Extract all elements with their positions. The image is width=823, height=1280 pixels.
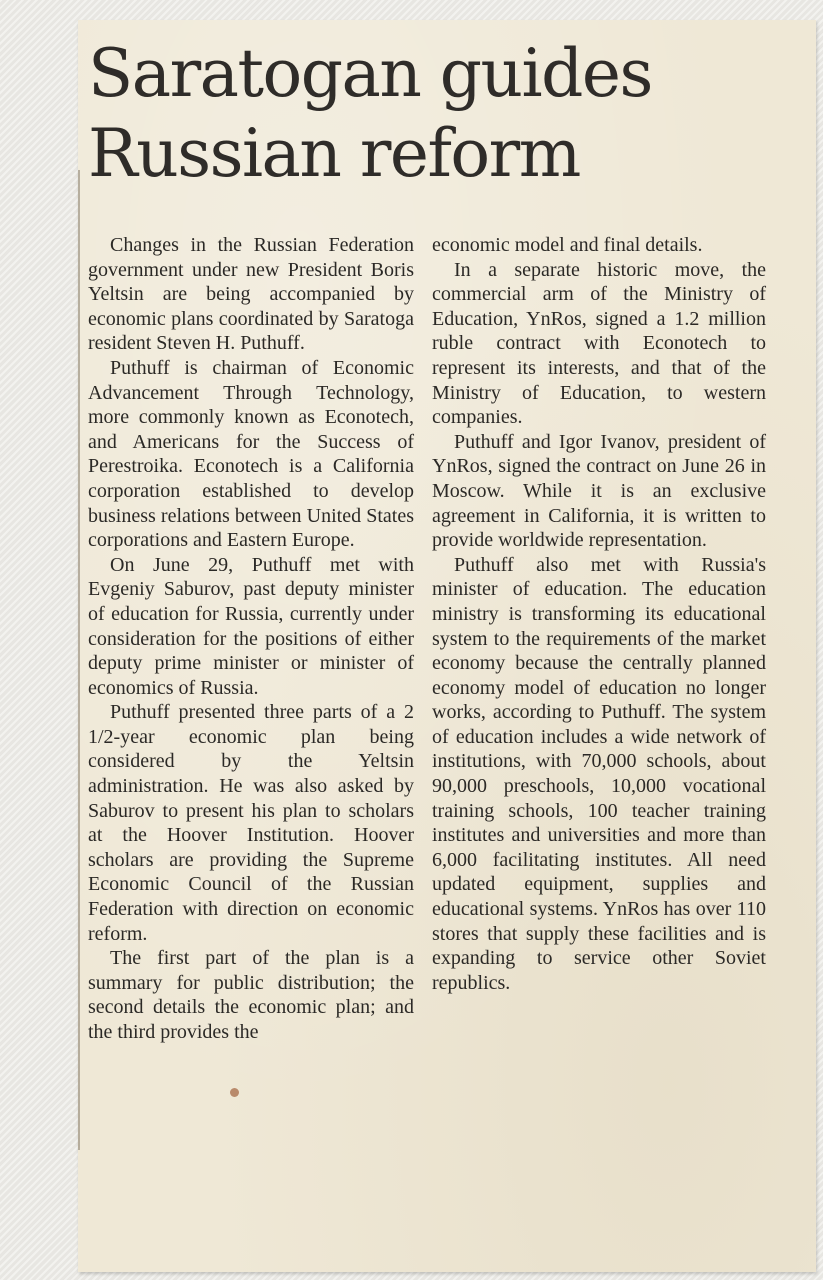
headline (88, 34, 808, 194)
paragraph-right-1: In a separate historic move, the commercial arm of the Ministry of Education, YnRos, signed a 1.2 million ruble contract with Econotech to represent its interests, and that of the Ministry of Education, to western companies. (432, 258, 766, 429)
paragraph-left-3: On June 29, Puthuff met with Evgeniy Saburov, past deputy minister of education for Russia, currently under consideration for the positions of either deputy prime minister or minister of economics of Russia. (88, 553, 414, 699)
paragraph-right-3: Puthuff also met with Russia's minister of education. The education ministry is transforming its educational system to the requirements of the market economy because the centrally planned economy model of education no longer works, according to Puthuff. The system of education includes a wide network of institutions, with 70,000 schools, about 90,000 preschools, 10,000 vocational training schools, 100 teacher training institutes and universities and more than 6,000 facilitating institutes. All need updated equipment, supplies and educational systems. YnRos has over 110 stores that supply these facilities and is expanding to service other Soviet republics. (432, 553, 766, 994)
paragraph-left-4: Puthuff presented three parts of a 2 1/2-year economic plan being considered by the Yeltsin administration. He was also asked by Saburov to present his plan to scholars at the Hoover Institution. Hoover scholars are providing the Supreme Economic Council of the Russian Federation with direction on economic reform. (88, 701, 414, 945)
headline-line-1: Saratogan guides (88, 35, 652, 112)
newspaper-clipping (78, 20, 816, 1272)
paragraph-left-2: Puthuff is chairman of Economic Advancement Through Technology, more commonly known as Econotech, and Americans for the Success of Perestroika. Econotech is a California corporation established to develop business relations between United States corporations and Eastern Europe. (88, 356, 414, 552)
paragraph-right-2: Puthuff and Igor Ivanov, president of YnRos, signed the contract on June 26 in Moscow. While it is an exclusive agreement in California, it is written to provide worldwide representation. (432, 430, 766, 552)
article-column-left (88, 233, 414, 1045)
headline-line-2: Russian reform (88, 115, 580, 192)
paragraph-left-5: The first part of the plan is a summary for public distribution; the second details the economic plan; and the third provides the (88, 947, 414, 1043)
article-column-right (432, 233, 766, 995)
paragraph-left-1: Changes in the Russian Federation government under new President Boris Yeltsin are being accompanied by economic plans coordinated by Saratoga resident Steven H. Puthuff. (88, 234, 414, 355)
paragraph-right-continuation: economic model and final details. (432, 234, 703, 256)
clipping-edge-shadow (78, 170, 80, 1150)
ink-stain (230, 1088, 239, 1097)
